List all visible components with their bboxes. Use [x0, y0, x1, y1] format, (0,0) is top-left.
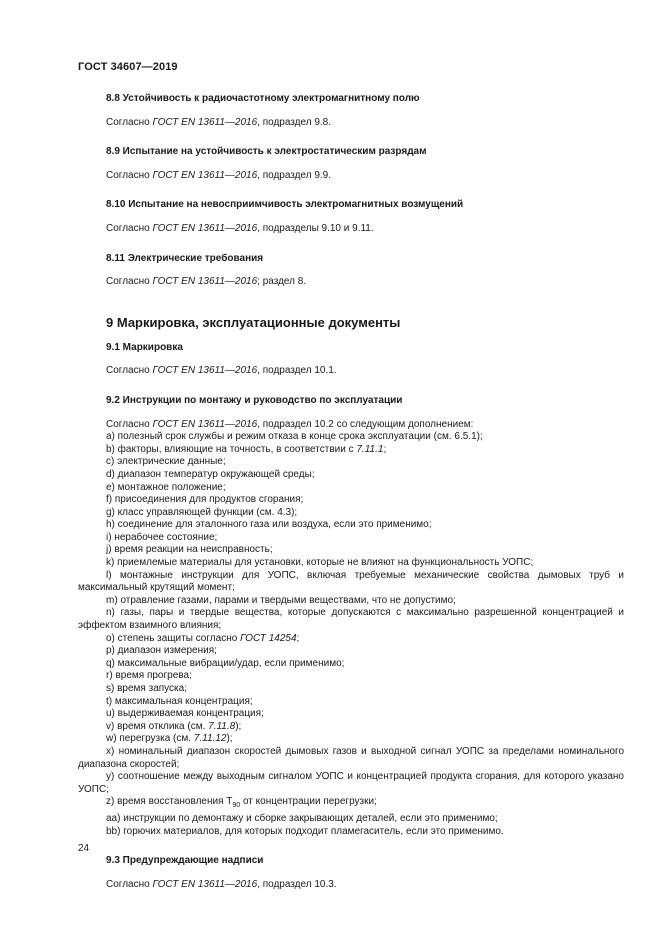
list-item: q) максимальные вибрации/удар, если применимо;: [106, 657, 345, 669]
list-item: u) выдерживаемая концентрация;: [106, 708, 264, 720]
list-item: z) время восстановления $T_{90}$ от концентрации перегрузки;: [106, 796, 377, 810]
list-item: aa) инструкции по демонтажу и сборке закрывающих деталей, если это применимо;: [106, 812, 498, 824]
list-item: l) монтажные инструкции для УОПС, включая требуемые механические свойства дымовых труб и максимальный крутящий момент;: [78, 569, 624, 594]
section-9-3-text: Согласно ГОСТ EN 13611—2016, подраздел 10.3.: [106, 878, 337, 890]
list-item: i) нерабочее состояние;: [106, 531, 218, 543]
section-8-9-title: 8.9 Испытание на устойчивость к электростатическим разрядам: [106, 146, 427, 158]
document-header: ГОСТ 34607—2019: [78, 61, 178, 73]
list-item: m) отравление газами, парами и твердыми веществами, что не допустимо;: [106, 594, 456, 606]
list-item: bb) горючих материалов, для которых подходит пламегаситель, если это применимо.: [106, 825, 504, 837]
list-item: p) диапазон измерения;: [106, 645, 217, 657]
chapter-9-title: 9 Маркировка, эксплуатационные документы: [106, 314, 401, 330]
page-number: 24: [78, 843, 90, 854]
list-item: a) полезный срок службы и режим отказа в конце срока эксплуатации (см. 6.5.1);: [106, 431, 483, 443]
section-8-11-title: 8.11 Электрические требования: [106, 252, 264, 264]
section-9-1-text: Согласно ГОСТ EN 13611—2016, подраздел 10.1.: [106, 365, 337, 377]
section-8-11-text: Согласно ГОСТ EN 13611—2016; раздел 8.: [106, 276, 307, 288]
list-item: y) соотношение между выходным сигналом УОПС и концентрацией продукта сгорания, для которого указано УОПС;: [78, 771, 624, 795]
list-item: b) факторы, влияющие на точность, в соответствии с 7.11.1;: [106, 443, 387, 455]
list-item: t) максимальная концентрация;: [106, 695, 253, 707]
list-item: x) номинальный диапазон скоростей дымовых газов и выходной сигнал УОПС за пределами номинального диапазона скоростей;: [78, 745, 624, 770]
list-item: v) время отклика (см. 7.11.8);: [106, 720, 242, 732]
section-9-2-title: 9.2 Инструкции по монтажу и руководство по эксплуатации: [106, 394, 403, 406]
list-item: n) газы, пары и твердые вещества, которые допускаются с максимально разрешенной концентрацией и эффектом взаимного влияния;: [78, 607, 624, 632]
section-8-8-text: Согласно ГОСТ EN 13611—2016, подраздел 9.8.: [106, 116, 332, 128]
document-body: [78, 93, 624, 891]
section-9-2-intro: Согласно ГОСТ EN 13611—2016, подраздел 10.2 со следующим дополнением:: [106, 418, 474, 430]
list-item: j) время реакции на неисправность;: [106, 544, 273, 556]
list-item: e) монтажное положение;: [106, 481, 226, 493]
list-item: k) приемлемые материалы для установки, которые не влияют на функциональность УОПС;: [106, 557, 534, 569]
section-9-1-title: 9.1 Маркировка: [106, 341, 183, 353]
list-item: r) время прогрева;: [106, 670, 192, 682]
list-item: h) соединение для эталонного газа или воздуха, если это применимо;: [106, 519, 432, 531]
section-8-9-text: Согласно ГОСТ EN 13611—2016, подраздел 9.9.: [106, 169, 332, 181]
list-item: f) присоединения для продуктов сгорания;: [106, 494, 304, 506]
section-8-10-title: 8.10 Испытание на невосприимчивость электромагнитных возмущений: [106, 199, 464, 211]
list-item: o) степень защиты согласно ГОСТ 14254;: [106, 632, 300, 644]
list-item: d) диапазон температур окружающей среды;: [106, 468, 315, 480]
section-8-8-title: 8.8 Устойчивость к радиочастотному электромагнитному полю: [106, 93, 420, 104]
section-8-10-text: Согласно ГОСТ EN 13611—2016, подразделы 9.10 и 9.11.: [106, 222, 374, 234]
list-item: w) перегрузка (см. 7.11.12);: [106, 733, 233, 745]
list-item: g) класс управляющей функции (см. 4.3);: [106, 506, 298, 518]
list-item: s) время запуска;: [106, 683, 187, 694]
section-9-3-title: 9.3 Предупреждающие надписи: [106, 855, 264, 867]
list-item: c) электрические данные;: [106, 456, 226, 468]
